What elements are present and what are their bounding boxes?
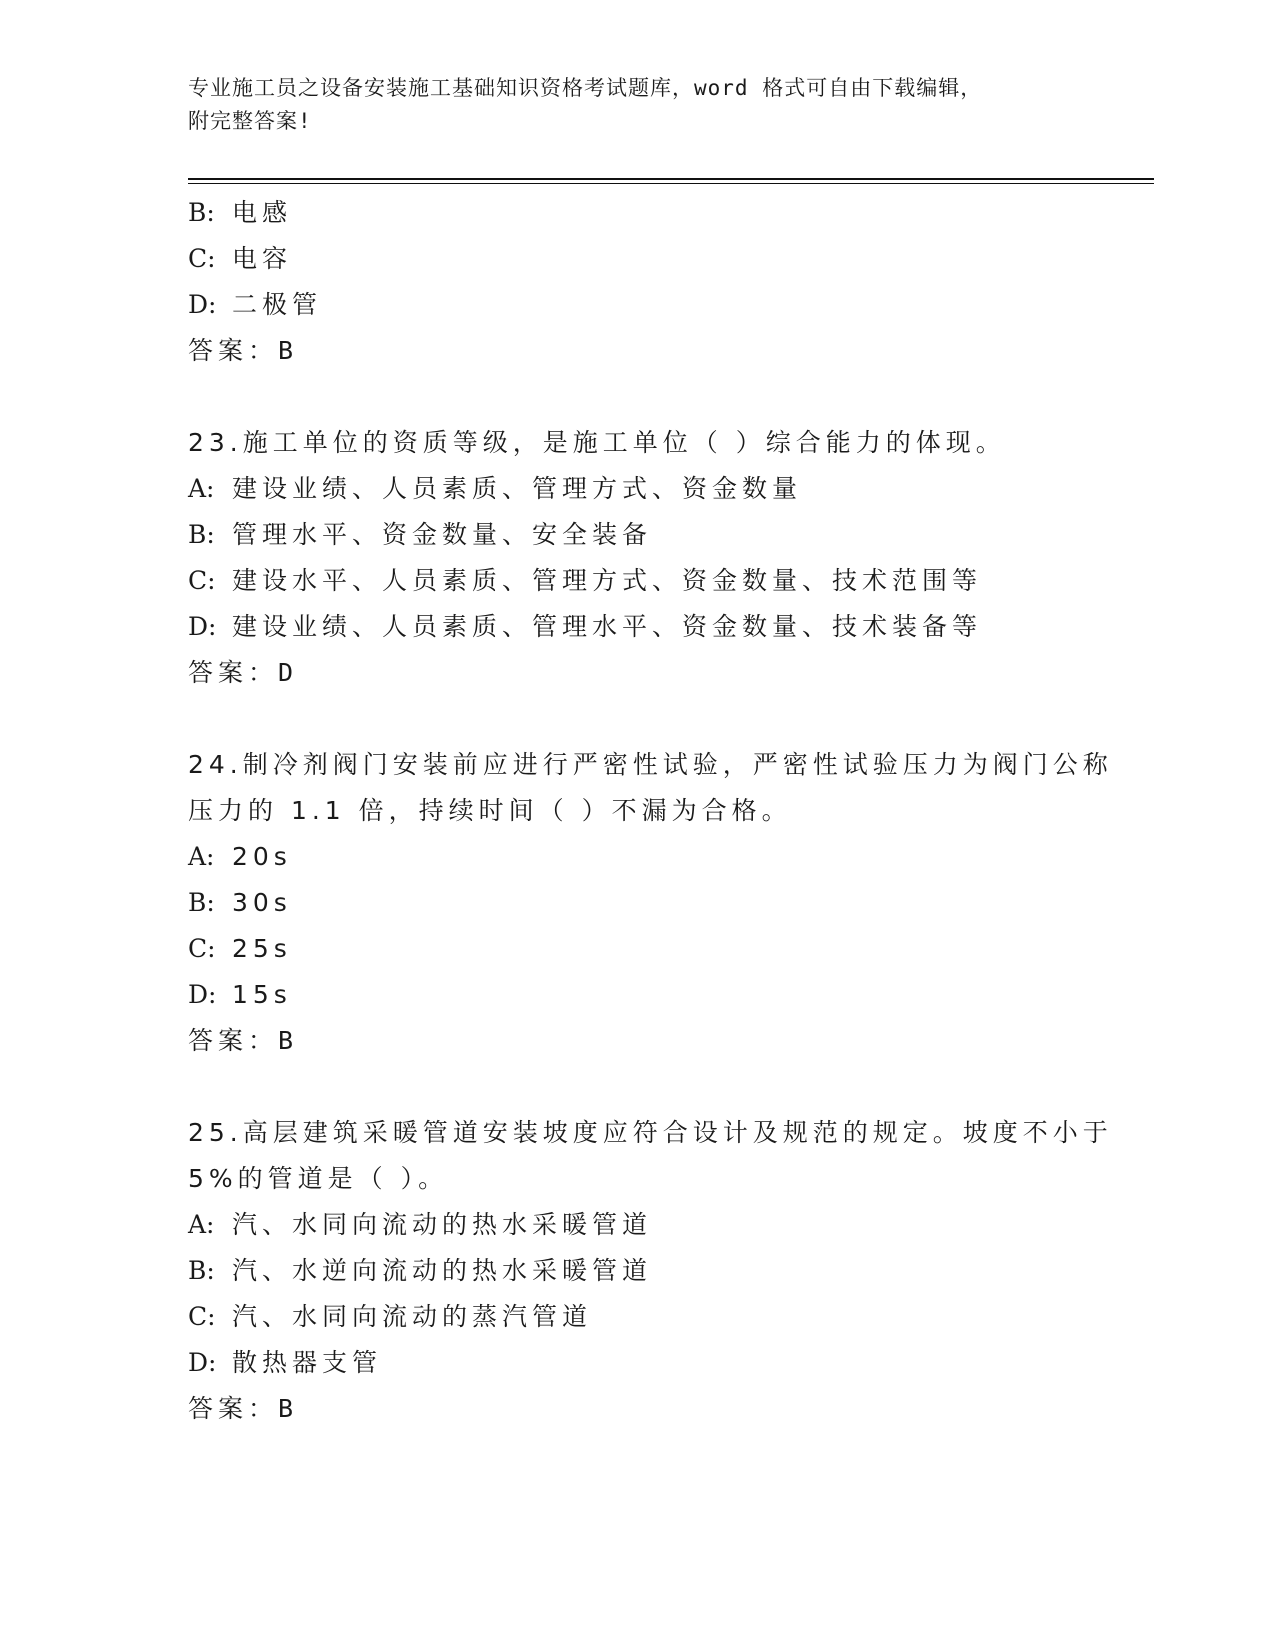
option-text: 汽、水同向流动的热水采暖管道 bbox=[232, 1210, 653, 1239]
question-stem-continued: 压力的 1.1 倍，持续时间（ ）不漏为合格。 bbox=[188, 796, 792, 825]
option-c bbox=[188, 236, 1108, 282]
option-letter: D: bbox=[188, 980, 217, 1009]
question-list bbox=[188, 190, 1113, 1432]
option-a bbox=[188, 466, 1108, 512]
option-letter: B: bbox=[188, 888, 215, 917]
option-d bbox=[188, 972, 1108, 1018]
answer-label: 答案： bbox=[188, 1026, 279, 1055]
answer-label: 答案： bbox=[188, 336, 279, 365]
option-b bbox=[188, 190, 1108, 236]
answer-value: D bbox=[278, 658, 294, 687]
option-text: 汽、水同向流动的蒸汽管道 bbox=[232, 1302, 593, 1331]
option-text: 电容 bbox=[232, 244, 293, 273]
option-letter: B: bbox=[188, 520, 215, 549]
continued-question bbox=[188, 190, 1108, 374]
option-text: 汽、水逆向流动的热水采暖管道 bbox=[232, 1256, 653, 1285]
document-header bbox=[188, 72, 1088, 138]
answer-line bbox=[188, 328, 1108, 374]
option-c bbox=[188, 558, 1108, 604]
option-letter: C: bbox=[188, 566, 216, 595]
answer-value: B bbox=[278, 336, 294, 365]
answer-value: B bbox=[278, 1394, 294, 1423]
option-letter: B: bbox=[188, 198, 215, 227]
option-text: 建设业绩、人员素质、管理方式、资金数量 bbox=[232, 474, 803, 503]
option-a bbox=[188, 834, 1108, 880]
option-b bbox=[188, 880, 1108, 926]
option-letter: A: bbox=[188, 474, 215, 503]
option-letter: A: bbox=[188, 842, 215, 871]
option-letter: D: bbox=[188, 612, 217, 641]
option-letter: D: bbox=[188, 290, 217, 319]
question-24 bbox=[188, 742, 1113, 1064]
header-divider-thick bbox=[188, 178, 1154, 180]
question-stem-continued: 5%的管道是（ ）。 bbox=[188, 1164, 449, 1193]
option-letter: B: bbox=[188, 1256, 215, 1285]
header-title-line: 专业施工员之设备安装施工基础知识资格考试题库，word 格式可自由下载编辑， bbox=[188, 76, 983, 100]
option-text: 15s bbox=[232, 980, 292, 1009]
option-letter: C: bbox=[188, 1302, 216, 1331]
option-letter: C: bbox=[188, 244, 216, 273]
answer-label: 答案： bbox=[188, 1394, 279, 1423]
question-stem: 25.高层建筑采暖管道安装坡度应符合设计及规范的规定。坡度不小于 bbox=[188, 1118, 1113, 1147]
option-text: 散热器支管 bbox=[232, 1348, 383, 1377]
option-text: 30s bbox=[232, 888, 292, 917]
question-23 bbox=[188, 420, 1108, 696]
answer-line bbox=[188, 1018, 1108, 1064]
option-d bbox=[188, 1340, 1108, 1386]
answer-line bbox=[188, 650, 1108, 696]
option-text: 管理水平、资金数量、安全装备 bbox=[232, 520, 653, 549]
option-letter: C: bbox=[188, 934, 216, 963]
answer-label: 答案： bbox=[188, 658, 279, 687]
header-subtitle-line: 附完整答案! bbox=[188, 109, 312, 133]
option-c bbox=[188, 926, 1108, 972]
option-b bbox=[188, 512, 1108, 558]
option-letter: A: bbox=[188, 1210, 215, 1239]
option-d bbox=[188, 282, 1108, 328]
question-25 bbox=[188, 1110, 1113, 1432]
option-text: 20s bbox=[232, 842, 292, 871]
option-c bbox=[188, 1294, 1108, 1340]
answer-line bbox=[188, 1386, 1108, 1432]
answer-value: B bbox=[278, 1026, 294, 1055]
option-text: 建设水平、人员素质、管理方式、资金数量、技术范围等 bbox=[232, 566, 983, 595]
header-divider-thin bbox=[188, 183, 1154, 184]
option-text: 建设业绩、人员素质、管理水平、资金数量、技术装备等 bbox=[232, 612, 983, 641]
option-text: 二极管 bbox=[232, 290, 323, 319]
option-text: 电感 bbox=[232, 198, 293, 227]
option-letter: D: bbox=[188, 1348, 217, 1377]
question-stem: 23.施工单位的资质等级，是施工单位（ ）综合能力的体现。 bbox=[188, 428, 1006, 457]
question-stem: 24.制冷剂阀门安装前应进行严密性试验，严密性试验压力为阀门公称 bbox=[188, 750, 1113, 779]
option-b bbox=[188, 1248, 1108, 1294]
option-a bbox=[188, 1202, 1108, 1248]
option-text: 25s bbox=[232, 934, 292, 963]
option-d bbox=[188, 604, 1108, 650]
